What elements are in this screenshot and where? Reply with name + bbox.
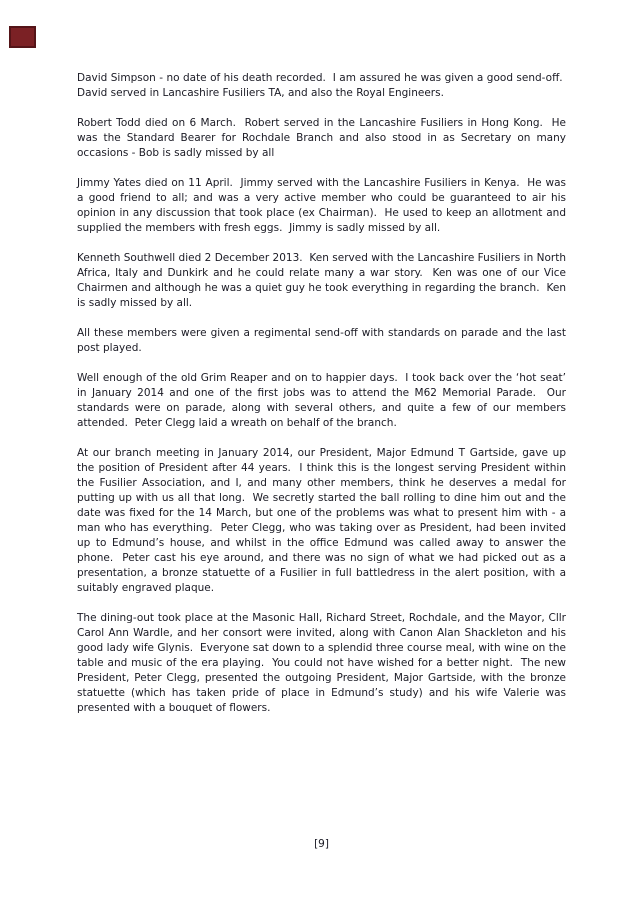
paragraph-jimmy-yates: Jimmy Yates died on 11 April. Jimmy served with the Lancashire Fusiliers in Kenya. He was a good friend to all; and was a very active member who could be guaranteed to air his opinion in any discussion that took place (ex Chairman). He used to keep an allotment and supplied the members with fresh eggs. Jimmy is sadly missed by all. [77, 177, 566, 234]
paragraph-m62-memorial-parade: Well enough of the old Grim Reaper and on to happier days. I took back over the ‘hot seat’ in January 2014 and one of the first jobs was to attend the M62 Memorial Parade. Our standards were on parade, along with several others, and quite a few of our members attended. Peter Clegg laid a wreath on behalf of the branch. [77, 372, 566, 429]
paragraph-regimental-sendoff: All these members were given a regimental send-off with standards on parade and the last post played. [77, 327, 566, 354]
document-body [77, 71, 566, 731]
paragraph-david-simpson: David Simpson - no date of his death recorded. I am assured he was given a good send-off. David served in Lancashire Fusiliers TA, and also the Royal Engineers. [77, 72, 566, 99]
paragraph-kenneth-southwell: Kenneth Southwell died 2 December 2013. Ken served with the Lancashire Fusiliers in North Africa, Italy and Dunkirk and he could relate many a war story. Ken was one of our Vice Chairmen and although he was a quiet guy he took everything in regarding the branch. Ken is sadly missed by all. [77, 252, 566, 309]
paragraph-robert-todd: Robert Todd died on 6 March. Robert served in the Lancashire Fusiliers in Hong Kong. He was the Standard Bearer for Rochdale Branch and also stood in as Secretary on many occasions - Bob is sadly missed by all [77, 117, 566, 159]
paragraph-dining-out: The dining-out took place at the Masonic Hall, Richard Street, Rochdale, and the Mayor, Cllr Carol Ann Wardle, and her consort were invited, along with Canon Alan Shackleton and his good lady wife Glynis. Everyone sat down to a splendid three course meal, with wine on the table and music of the era playing. You could not have wished for a better night. The new President, Peter Clegg, presented the outgoing President, Major Gartside, with the bronze statuette (which has taken pride of place in Edmund’s study) and his wife Valerie was presented with a bouquet of flowers. [77, 612, 566, 714]
page-number: [9] [314, 838, 329, 850]
paragraph-president-gartside: At our branch meeting in January 2014, our President, Major Edmund T Gartside, gave up the position of President after 44 years. I think this is the longest serving President within the Fusilier Association, and I, and many other members, think he deserves a medal for putting up with us all that long. We secretly started the ball rolling to dine him out and the date was fixed for the 14 March, but one of the problems was what to present him with - a man who has everything. Peter Clegg, who was taking over as President, had been invited up to Edmund’s house, and whilst in the office Edmund was called away to answer the phone. Peter cast his eye around, and there was no sign of what we had picked out as a presentation, a bronze statuette of a Fusilier in full battledress in the alert position, with a suitably engraved plaque. [77, 447, 566, 594]
corner-red-mark [9, 26, 36, 48]
